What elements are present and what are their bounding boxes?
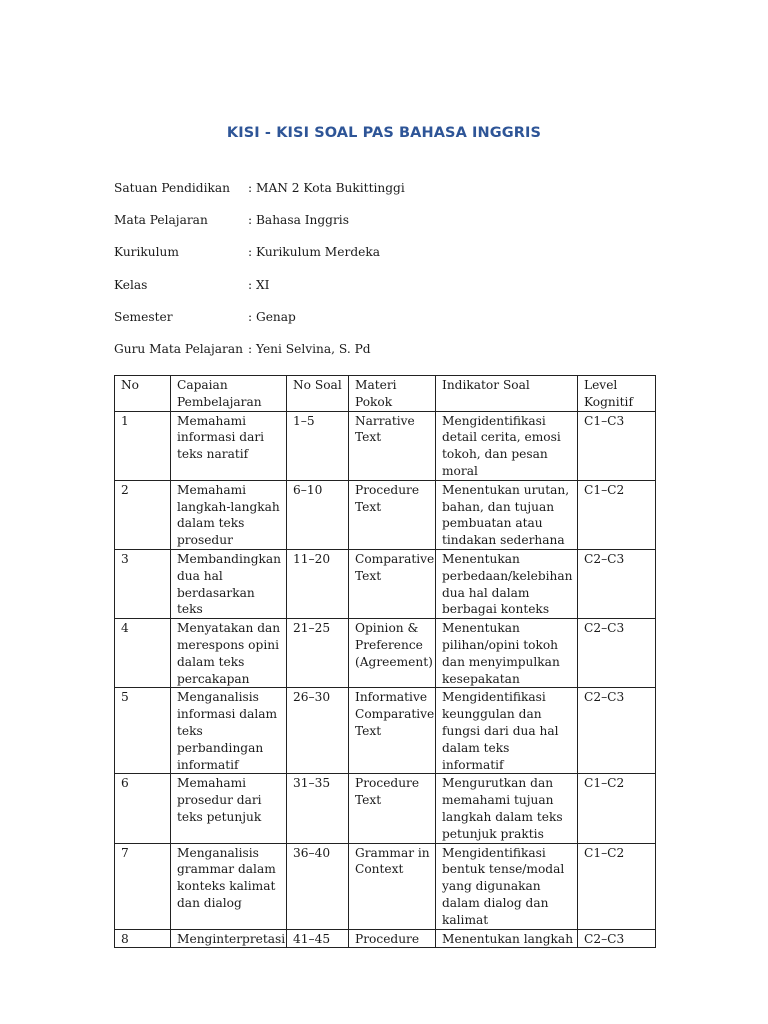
cell-no: 7 bbox=[115, 843, 171, 929]
cell-level: C1–C2 bbox=[578, 843, 656, 929]
info-value: : XI bbox=[248, 277, 270, 292]
cell-no-soal: 1–5 bbox=[287, 411, 349, 480]
cell-no: 5 bbox=[115, 688, 171, 774]
cell-capaian: Menganalisis grammar dalam konteks kalimat dan dialog bbox=[171, 843, 287, 929]
cell-no: 2 bbox=[115, 480, 171, 549]
cell-no: 1 bbox=[115, 411, 171, 480]
cell-indikator: Mengidentifikasi bentuk tense/modal yang digunakan dalam dialog dan kalimat bbox=[436, 843, 578, 929]
table-header-row bbox=[115, 376, 656, 412]
table-row bbox=[115, 843, 656, 929]
table-row bbox=[115, 688, 656, 774]
cell-no-soal: 41–45 bbox=[287, 929, 349, 948]
document-title: KISI - KISI SOAL PAS BAHASA INGGRIS bbox=[226, 125, 542, 141]
info-label: Guru Mata Pelajaran bbox=[114, 341, 243, 356]
cell-indikator: Mengidentifikasi keunggulan dan fungsi dari dua hal dalam teks informatif bbox=[436, 688, 578, 774]
cell-no-soal: 21–25 bbox=[287, 619, 349, 688]
cell-capaian: Menganalisis informasi dalam teks perbandingan informatif bbox=[171, 688, 287, 774]
cell-no: 6 bbox=[115, 774, 171, 843]
cell-materi: Procedure Text bbox=[349, 480, 436, 549]
cell-no-soal: 31–35 bbox=[287, 774, 349, 843]
cell-materi: Opinion & Preference (Agreement) bbox=[349, 619, 436, 688]
info-value: : Yeni Selvina, S. Pd bbox=[248, 341, 371, 356]
table-row bbox=[115, 549, 656, 618]
cell-indikator: Menentukan langkah bbox=[436, 929, 578, 948]
info-value: : MAN 2 Kota Bukittinggi bbox=[248, 181, 405, 195]
cell-no-soal: 6–10 bbox=[287, 480, 349, 549]
cell-level: C2–C3 bbox=[578, 619, 656, 688]
cell-indikator: Menentukan pilihan/opini tokoh dan menyimpulkan kesepakatan bbox=[436, 619, 578, 688]
cell-level: C1–C2 bbox=[578, 774, 656, 843]
cell-capaian: Menyatakan dan merespons opini dalam teks percakapan bbox=[171, 619, 287, 688]
info-label: Satuan Pendidikan bbox=[114, 181, 230, 195]
info-label: Semester bbox=[114, 309, 173, 324]
cell-level: C2–C3 bbox=[578, 688, 656, 774]
cell-no-soal: 26–30 bbox=[287, 688, 349, 774]
header-level: Level Kognitif bbox=[578, 376, 656, 412]
cell-materi: Grammar in Context bbox=[349, 843, 436, 929]
cell-capaian: Memahami langkah-langkah dalam teks prosedur bbox=[171, 480, 287, 549]
header-no: No bbox=[115, 376, 171, 412]
info-label: Mata Pelajaran bbox=[114, 213, 208, 228]
cell-capaian: Membandingkan dua hal berdasarkan teks bbox=[171, 549, 287, 618]
cell-no: 4 bbox=[115, 619, 171, 688]
cell-no-soal: 11–20 bbox=[287, 549, 349, 618]
table-row bbox=[115, 774, 656, 843]
header-capaian: Capaian Pembelajaran bbox=[171, 376, 287, 412]
cell-materi: Procedure bbox=[349, 929, 436, 948]
cell-no: 3 bbox=[115, 549, 171, 618]
cell-indikator: Menentukan perbedaan/kelebihan dua hal dalam berbagai konteks bbox=[436, 549, 578, 618]
cell-materi: Comparative Text bbox=[349, 549, 436, 618]
info-value: : Kurikulum Merdeka bbox=[248, 245, 380, 260]
table-row bbox=[115, 619, 656, 688]
cell-capaian: Memahami informasi dari teks naratif bbox=[171, 411, 287, 480]
cell-level: C1–C2 bbox=[578, 480, 656, 549]
header-no-soal: No Soal bbox=[287, 376, 349, 412]
cell-level: C2–C3 bbox=[578, 549, 656, 618]
cell-capaian: Memahami prosedur dari teks petunjuk bbox=[171, 774, 287, 843]
cell-materi: Narrative Text bbox=[349, 411, 436, 480]
header-indikator: Indikator Soal bbox=[436, 376, 578, 412]
info-label: Kurikulum bbox=[114, 245, 179, 260]
cell-capaian: Menginterpretasi bbox=[171, 929, 287, 948]
cell-level: C1–C3 bbox=[578, 411, 656, 480]
cell-indikator: Mengurutkan dan memahami tujuan langkah dalam teks petunjuk praktis bbox=[436, 774, 578, 843]
cell-level: C2–C3 bbox=[578, 929, 656, 948]
table-row bbox=[115, 929, 656, 948]
info-value: : Bahasa Inggris bbox=[248, 213, 349, 228]
cell-materi: Informative Comparative Text bbox=[349, 688, 436, 774]
cell-materi: Procedure Text bbox=[349, 774, 436, 843]
cell-no: 8 bbox=[115, 929, 171, 948]
cell-indikator: Menentukan urutan, bahan, dan tujuan pembuatan atau tindakan sederhana bbox=[436, 480, 578, 549]
info-value: : Genap bbox=[248, 309, 296, 324]
table-row bbox=[115, 480, 656, 549]
cell-indikator: Mengidentifikasi detail cerita, emosi tokoh, dan pesan moral bbox=[436, 411, 578, 480]
table-row bbox=[115, 411, 656, 480]
kisi-kisi-table bbox=[114, 375, 656, 948]
info-label: Kelas bbox=[114, 277, 148, 292]
header-materi: Materi Pokok bbox=[349, 376, 436, 412]
cell-no-soal: 36–40 bbox=[287, 843, 349, 929]
